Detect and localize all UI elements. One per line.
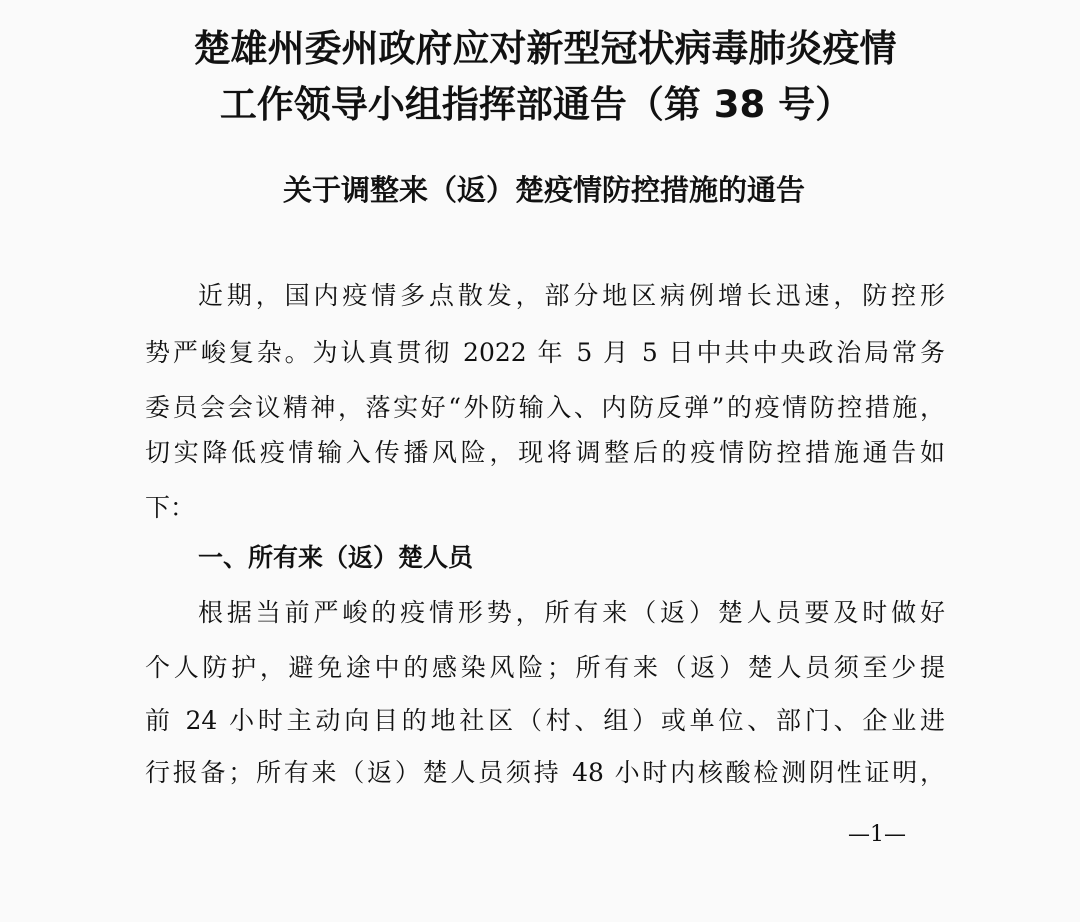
paragraph1-line-1: 近期，国内疫情多点散发，部分地区病例增长迅速，防控形 bbox=[198, 281, 945, 310]
title-line-1: 楚雄州委州政府应对新型冠状病毒肺炎疫情 bbox=[193, 27, 897, 70]
paragraph1-line-3: 委员会会议精神，落实好“外防输入、内防反弹”的疫情防控措施， bbox=[145, 393, 945, 422]
paragraph1-line-4: 切实降低疫情输入传播风险，现将调整后的疫情防控措施通告如 bbox=[145, 438, 945, 467]
page-number: —1— bbox=[848, 822, 906, 847]
section1-heading: 一、所有来（返）楚人员 bbox=[198, 543, 474, 572]
paragraph2-line-1: 根据当前严峻的疫情形势，所有来（返）楚人员要及时做好 bbox=[198, 598, 945, 627]
paragraph2-line-3: 前 24 小时主动向目的地社区（村、组）或单位、部门、企业进 bbox=[145, 706, 945, 735]
paragraph2-line-2: 个人防护，避免途中的感染风险；所有来（返）楚人员须至少提 bbox=[145, 653, 945, 682]
paragraph2-line-4: 行报备；所有来（返）楚人员须持 48 小时内核酸检测阴性证明， bbox=[145, 758, 945, 787]
paragraph1-line-5: 下： bbox=[145, 493, 196, 522]
subtitle: 关于调整来（返）楚疫情防控措施的通告 bbox=[282, 173, 805, 207]
paragraph1-line-2: 势严峻复杂。为认真贯彻 2022 年 5 月 5 日中共中央政治局常务 bbox=[145, 338, 945, 367]
title-line-2: 工作领导小组指挥部通告（第 38 号） bbox=[219, 83, 853, 126]
